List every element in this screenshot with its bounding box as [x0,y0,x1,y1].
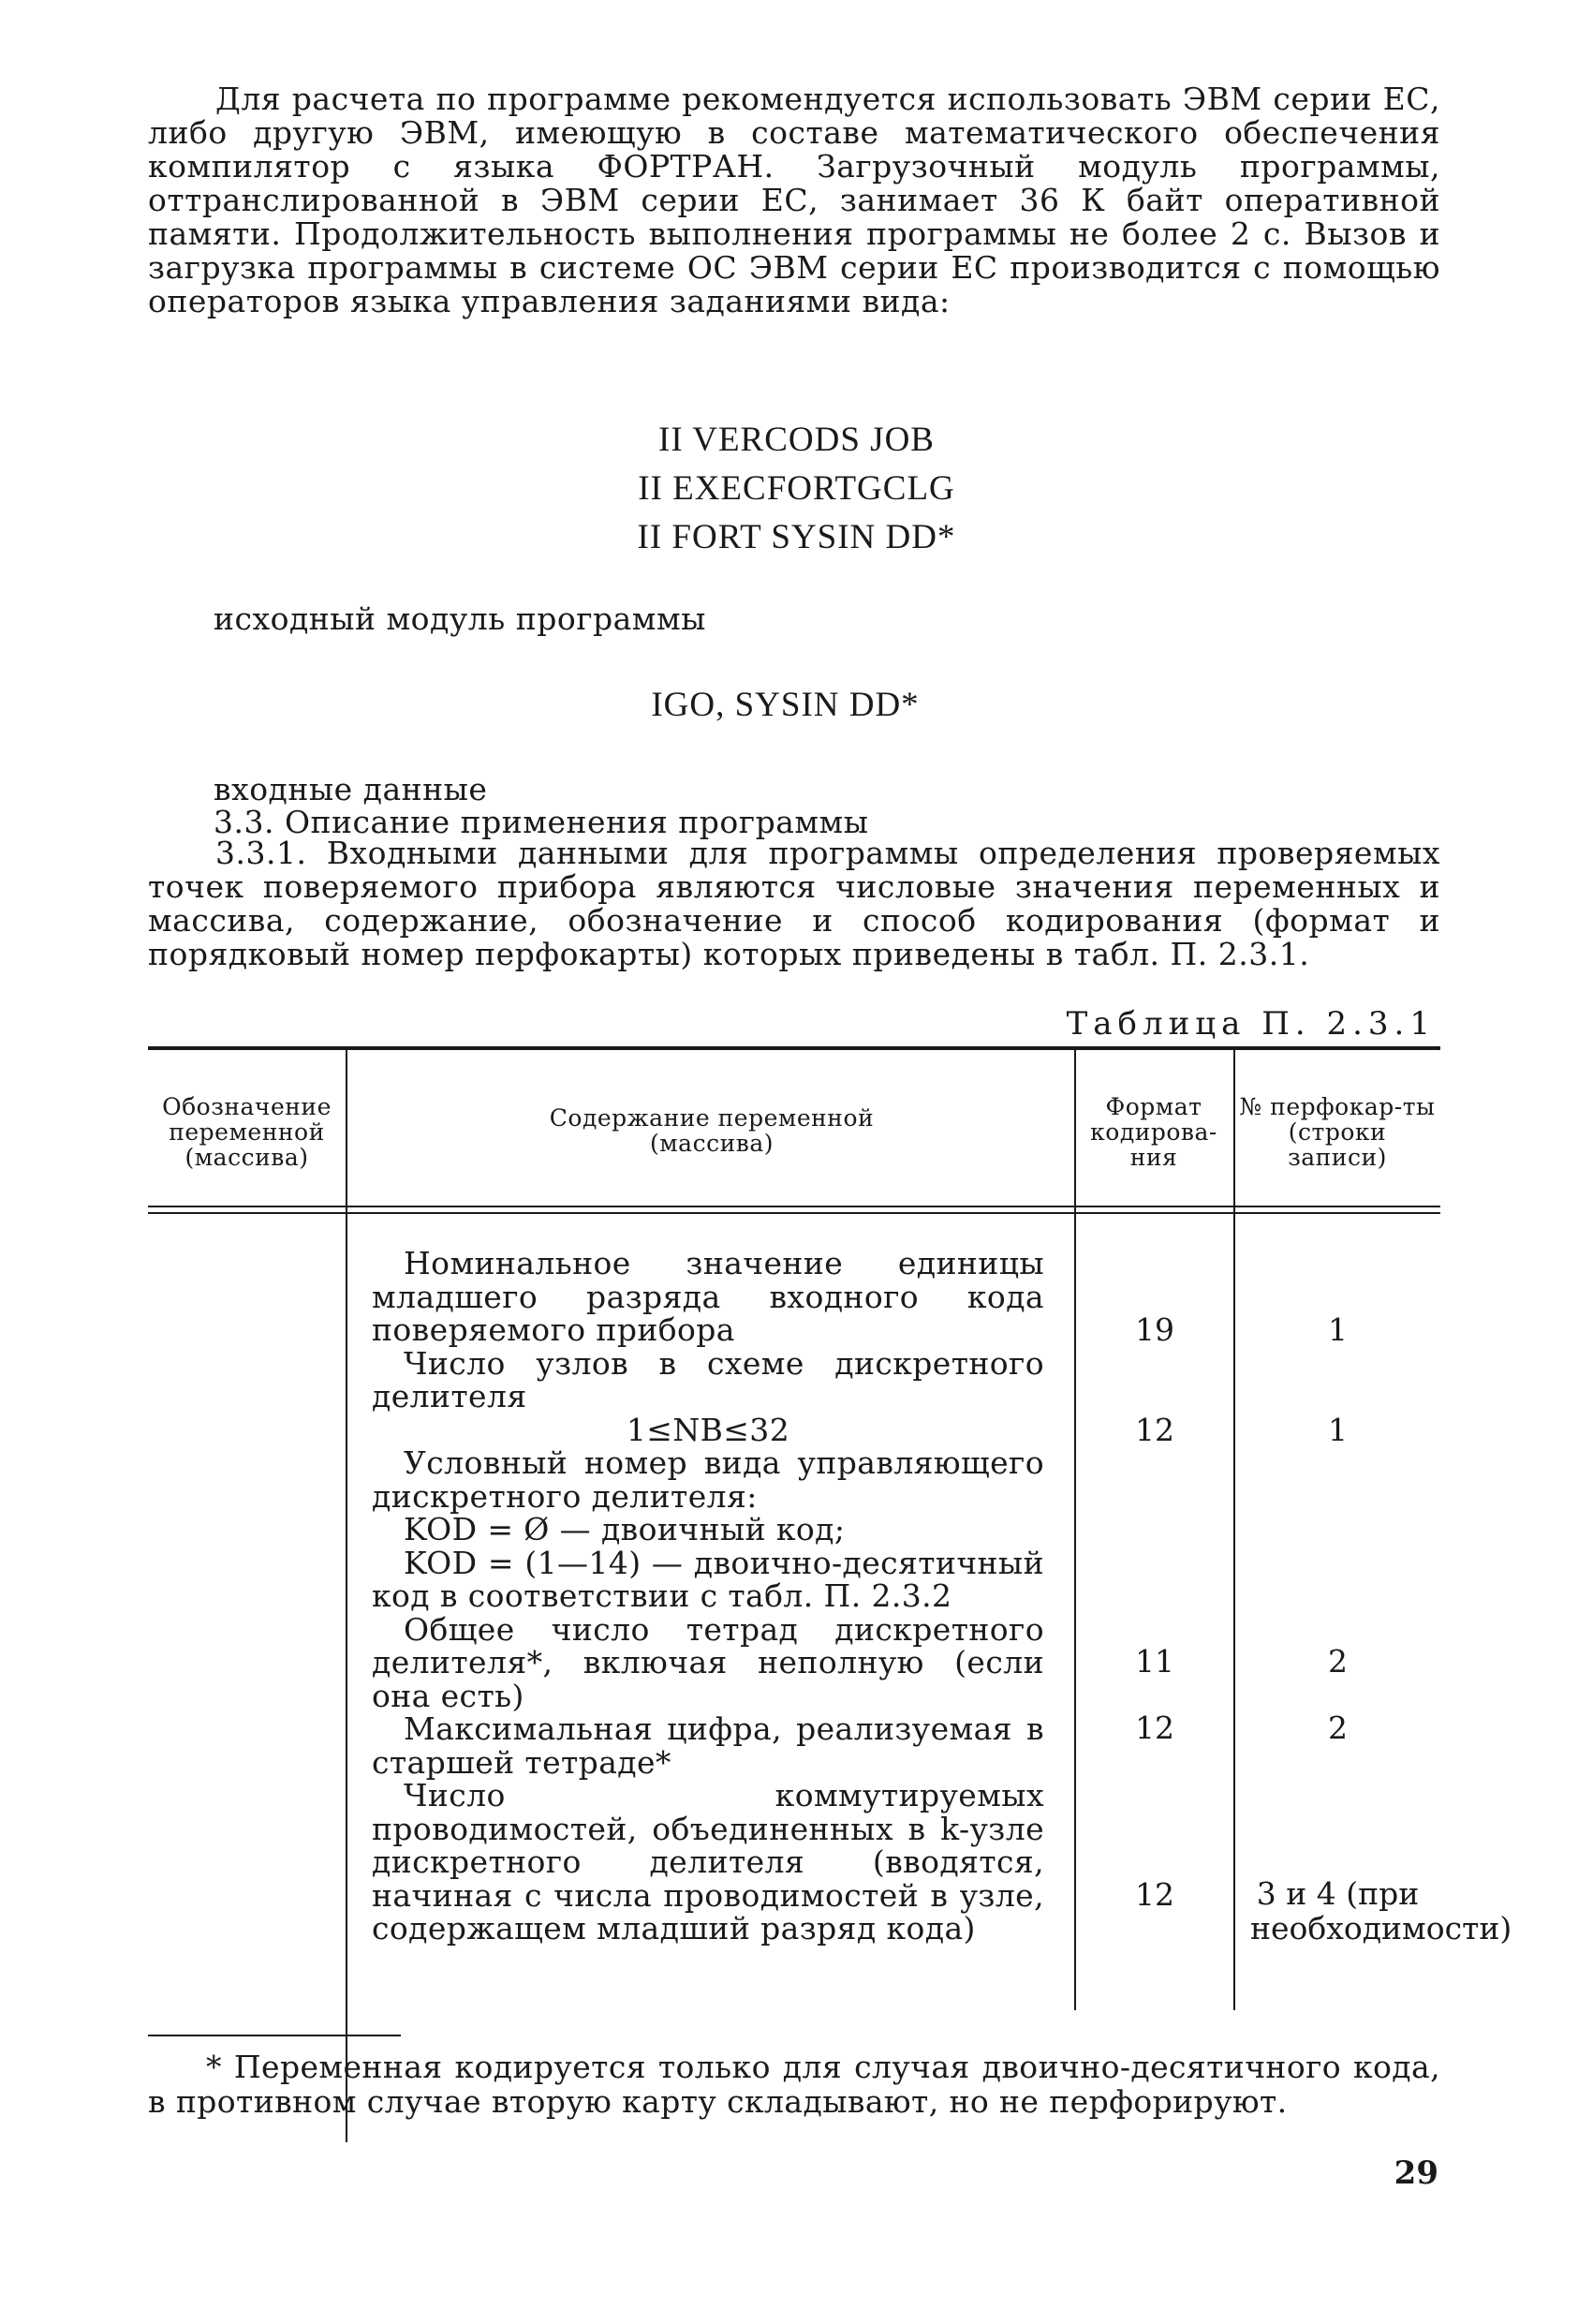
row-1-card: 1 [1328,1311,1348,1348]
footnote-text: * Переменная кодируется только для случая двоично-десятичного кода, в противном случае вторую карту складывают, но не перфорируют. [148,2049,1440,2120]
table-col-divider-3 [1233,1050,1235,2010]
section-heading: 3.3. Описание применения программы [214,804,869,840]
row-6-card: 3 и 4 (при необходимости) [1250,1875,1512,1947]
jcl-line-4: IGO, SYSIN DD* [651,686,920,724]
row-4-content: Общее число тетрад дискретного делителя*, включая неполную (если она есть) [372,1610,1044,1714]
row-6-format: 12 [1135,1876,1174,1913]
row-1-format: 19 [1135,1311,1174,1348]
intro-paragraph [148,82,1440,318]
table-col-divider-2 [1074,1050,1076,2010]
jcl-line-3: II FORT SYSIN DD* [637,518,956,556]
table-caption: Таблица П. 2.3.1 [1066,1005,1436,1043]
row-5-card: 2 [1328,1710,1348,1746]
source-module-label: исходный модуль программы [214,600,706,637]
row-2-content: Число узлов в схеме дискретного делителя [372,1344,1044,1414]
row-2-card: 1 [1328,1412,1348,1448]
table-header-rule-1 [148,1206,1440,1207]
header-content: Содержание переменной (массива) [549,1104,875,1157]
row-2-formula: 1≤NB≤32 [626,1411,790,1448]
row-5-format: 12 [1135,1710,1174,1746]
row-6-content: Число коммутируемых проводимостей, объединенных в k-узле дискретного делителя (вводятся, начиная с числа проводимостей в узле, содержащем младший разряд кода) [372,1777,1044,1947]
row-1-content: Номинальное значение единицы младшего разряда входного кода поверяемого прибора [372,1245,1044,1348]
intro-text: Для расчета по программе рекомендуется использовать ЭВМ серии ЕС, либо другую ЭВМ, имеющую в составе математического обеспечения компилятор с языка ФОРТРАН. Загрузочный модуль программы, оттранслированной в ЭВМ серии ЕС, занимает 36 К байт оперативной памяти. Продолжительность выполнения программы не более 2 с. Вызов и загрузка программы в системе ОС ЭВМ серии ЕС производится с помощью операторов языка управления заданиями вида: [148,81,1440,319]
table-header-rule-2 [148,1212,1440,1214]
jcl-line-1: II VERCODS JOB [658,421,935,459]
page-number: 29 [1394,2154,1438,2192]
row-3-content: Условный номер вида управляющего дискретного делителя: [372,1444,1044,1515]
table-content-column [372,1247,1044,1946]
jcl-line-2: II EXECFORTGCLG [638,469,955,508]
input-data-label: входные данные [214,771,488,807]
table-top-rule [148,1046,1440,1050]
row-4-format: 11 [1135,1643,1174,1680]
header-designation: Обозначение переменной (массива) [162,1093,332,1171]
table-col-divider-1b [346,1214,347,2010]
row-3-kod-2: KOD = (1—14) — двоично-десятичный код в соответствии с табл. П. 2.3.2 [372,1544,1044,1614]
row-4-card: 2 [1328,1643,1348,1680]
header-card: № перфокар-ты (строки записи) [1239,1093,1436,1171]
footnote-separator [148,2035,401,2036]
header-format: Формат кодирова-ния [1090,1093,1217,1171]
footnote [148,2050,1440,2119]
row-5-content: Максимальная цифра, реализуемая в старшей тетраде* [372,1710,1044,1781]
row-2-format: 12 [1135,1412,1174,1448]
section-text: 3.3.1. Входными данными для программы определения проверяемых точек поверяемого прибора являются числовые значения переменных и массива, содержание, обозначение и способ кодирования (формат и порядковый номер перфокарты) которых приведены в табл. П. 2.3.1. [148,835,1440,972]
row-3-kod-1: KOD = Ø — двоичный код; [404,1511,846,1547]
section-paragraph [148,836,1440,971]
